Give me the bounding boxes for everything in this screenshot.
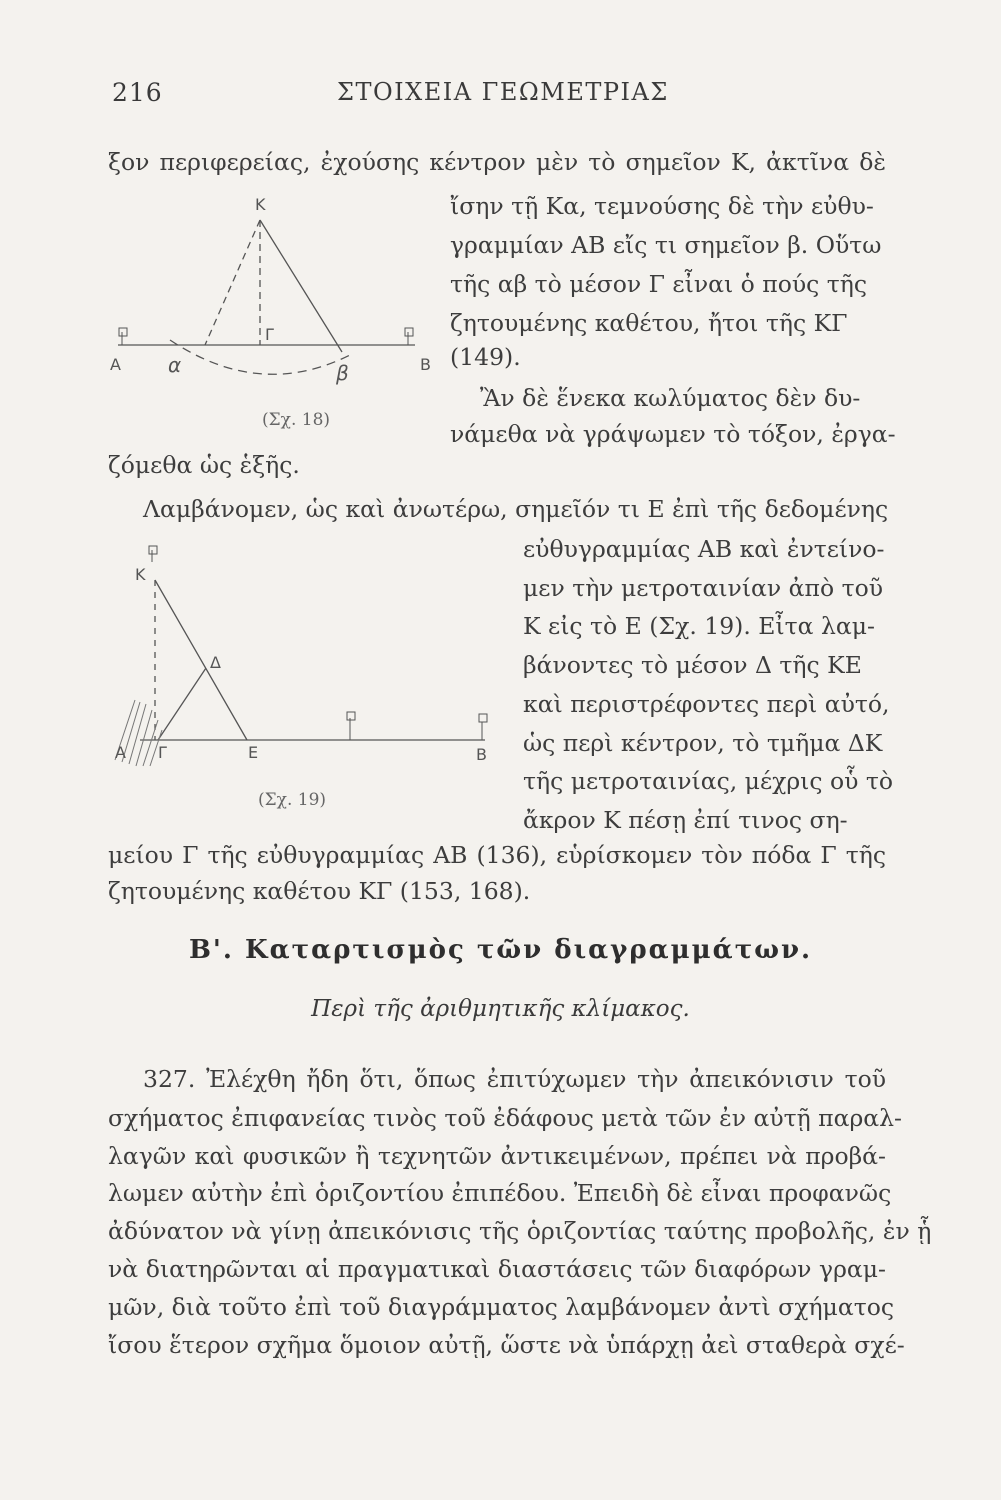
text-line: ζητουμένης καθέτου, ἤτοι τῆς ΚΓ xyxy=(450,309,848,337)
label-a: Α xyxy=(110,355,121,374)
label-g: Γ xyxy=(265,325,274,344)
figure-19 xyxy=(110,540,510,780)
text-line: ὡς περὶ κέντρον, τὸ τμῆμα ΔΚ xyxy=(523,729,883,757)
figure-18-diagram xyxy=(110,190,440,390)
label-k: Κ xyxy=(135,565,146,584)
text-line: μείου Γ τῆς εὐθυγραμμίας ΑΒ (136), εὑρίσκομεν τὸν πόδα Γ τῆς xyxy=(108,841,886,869)
text-line: ζητουμένης καθέτου ΚΓ (153, 168). xyxy=(108,877,531,905)
text-line: μεν τὴν μετροταινίαν ἀπὸ τοῦ xyxy=(523,574,884,602)
figure-19-caption: (Σχ. 19) xyxy=(258,790,327,810)
label-d: Δ xyxy=(210,653,221,672)
page-header xyxy=(112,78,892,112)
label-b: Β xyxy=(476,745,487,764)
label-beta: β xyxy=(336,361,349,385)
text-line: ἀδύνατον νὰ γίνῃ ἀπεικόνισις τῆς ὁριζοντίας ταύτης προβολῆς, ἐν ᾗ xyxy=(108,1217,932,1245)
text-line: Ἂν δὲ ἕνεκα κωλύματος δὲν δυ- xyxy=(480,384,861,412)
text-line: λαγῶν καὶ φυσικῶν ἢ τεχνητῶν ἀντικειμένων, πρέπει νὰ προβά- xyxy=(108,1142,886,1170)
figure-19-diagram xyxy=(110,540,510,780)
text-line: Λαμβάνομεν, ὡς καὶ ἀνωτέρω, σημεῖόν τι Ε ἐπὶ τῆς δεδομένης xyxy=(143,495,889,523)
text-line: ἴσην τῇ Κα, τεμνούσης δὲ τὴν εὐθυ- xyxy=(450,192,874,220)
label-g: Γ xyxy=(158,743,167,762)
text-line: νάμεθα νὰ γράψωμεν τὸ τόξον, ἐργα- xyxy=(450,420,896,448)
text-line: βάνοντες τὸ μέσον Δ τῆς ΚΕ xyxy=(523,651,862,679)
flag-k xyxy=(149,546,157,554)
text-line: τῆς αβ τὸ μέσον Γ εἶναι ὁ πούς τῆς xyxy=(450,270,868,298)
text-line: ἄκρον Κ πέσῃ ἐπί τινος ση- xyxy=(523,806,848,834)
section-subheading: Περὶ τῆς ἀριθμητικῆς κλίμακος. xyxy=(311,996,690,1022)
label-a: Α xyxy=(115,743,126,762)
line-k-alpha xyxy=(205,220,260,345)
figure-18-caption: (Σχ. 18) xyxy=(262,410,331,430)
text-line: σχήματος ἐπιφανείας τινὸς τοῦ ἐδάφους μετὰ τῶν ἐν αὐτῇ παραλ- xyxy=(108,1104,902,1132)
text-line: ζόμεθα ὡς ἑξῆς. xyxy=(108,451,300,479)
label-alpha: α xyxy=(168,353,182,377)
label-e: Ε xyxy=(248,743,259,762)
text-line: λωμεν αὐτὴν ἐπὶ ὁριζοντίου ἐπιπέδου. Ἐπειδὴ δὲ εἶναι προφανῶς xyxy=(108,1179,892,1207)
page-number: 216 xyxy=(112,78,163,107)
section-heading: Β'. Καταρτισμὸς τῶν διαγραμμάτων. xyxy=(188,935,813,965)
text-line: ξον περιφερείας, ἐχούσης κέντρον μὲν τὸ σημεῖον Κ, ἀκτῖνα δὲ xyxy=(108,148,886,176)
text-line: καὶ περιστρέφοντες περὶ αὐτό, xyxy=(523,690,890,718)
line-d-g xyxy=(158,668,206,740)
text-line: νὰ διατηρῶνται αἱ πραγματικαὶ διαστάσεις τῶν διαφόρων γραμ- xyxy=(108,1255,886,1283)
text-line: (149). xyxy=(450,343,521,371)
text-line: Κ εἰς τὸ Ε (Σχ. 19). Εἶτα λαμ- xyxy=(523,612,875,640)
flag-b xyxy=(405,328,413,336)
text-line: 327. Ἐλέχθη ἤδη ὅτι, ὅπως ἐπιτύχωμεν τὴν ἀπεικόνισιν τοῦ xyxy=(143,1065,886,1093)
text-line: γραμμίαν ΑΒ εἴς τι σημεῖον β. Οὕτω xyxy=(450,231,882,259)
flag-a xyxy=(119,328,127,336)
text-line: εὐθυγραμμίας ΑΒ καὶ ἐντείνο- xyxy=(523,535,885,563)
running-title: ΣΤΟΙΧΕΙΑ ΓΕΩΜΕΤΡΙΑΣ xyxy=(337,78,669,106)
figure-18 xyxy=(110,190,440,390)
flag-mid xyxy=(347,712,355,720)
text-line: μῶν, διὰ τοῦτο ἐπὶ τοῦ διαγράμματος λαμβάνομεν ἀντὶ σχήματος xyxy=(108,1293,894,1321)
text-line: ἴσου ἕτερον σχῆμα ὅμοιον αὐτῇ, ὥστε νὰ ὑπάρχῃ ἀεὶ σταθερὰ σχέ- xyxy=(108,1331,905,1359)
line-k-e xyxy=(155,580,247,740)
label-b: Β xyxy=(420,355,431,374)
text-line: τῆς μετροταινίας, μέχρις οὗ τὸ xyxy=(523,767,894,795)
label-k: Κ xyxy=(255,195,266,214)
flag-b xyxy=(479,714,487,722)
